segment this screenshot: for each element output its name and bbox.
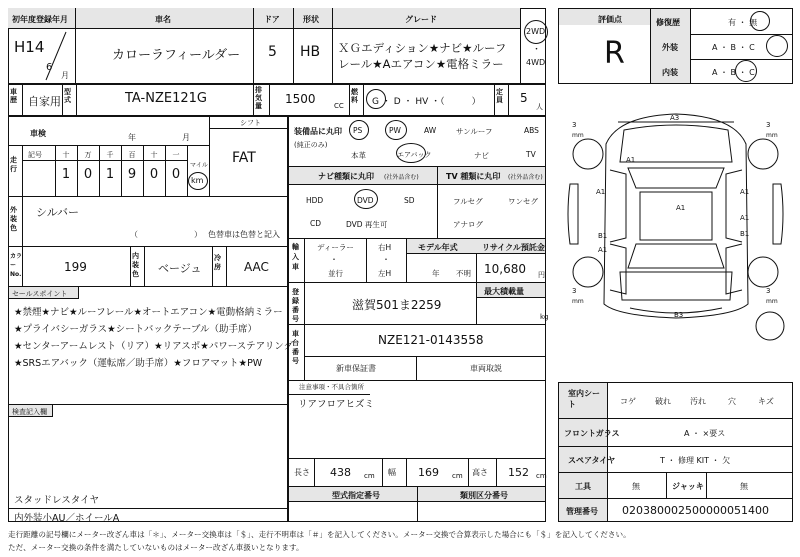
exterior-c-circle xyxy=(766,35,788,57)
unit-ichi: 一 xyxy=(172,151,180,159)
tv-note: (社外品含む) xyxy=(508,174,543,181)
model-label: 型式 xyxy=(64,88,71,104)
footer-line2: ただ、メーター交換の条件を満たしていないものはメーター改ざん車扱いとなります。 xyxy=(8,543,304,552)
usage-label: 車歴 xyxy=(10,88,17,104)
drive-dot: ・ xyxy=(532,45,542,55)
recycle-yen: 円 xyxy=(538,271,545,279)
control-number: 020380002500000051400 xyxy=(622,504,769,517)
cc-unit: CC xyxy=(334,102,344,110)
drive-4wd: 4WD xyxy=(526,58,546,67)
navi-label: ナビ種類に丸印 xyxy=(318,172,374,181)
mark-a1: A1 xyxy=(626,156,636,164)
navi-dvd: DVD xyxy=(357,196,374,205)
interior-label: 内装 xyxy=(662,68,678,77)
ext-color-label: 外装色 xyxy=(10,206,17,232)
width-cm: cm xyxy=(452,472,463,480)
max-load-label: 最大積載量 xyxy=(484,287,524,296)
inspection-label: 車検 xyxy=(30,129,46,138)
capacity-unit: 人 xyxy=(536,103,543,111)
reg-month: 6 xyxy=(46,62,53,73)
repair-label: 修復歴 xyxy=(656,18,680,27)
import-right-h: 右H xyxy=(378,243,392,252)
tire-rr-mm: mm xyxy=(766,298,778,305)
car-damage-diagram xyxy=(558,104,793,380)
tools-label: 工具 xyxy=(575,482,591,491)
import-dot: ・ xyxy=(382,255,390,264)
equipment-label: 装備品に丸印 xyxy=(294,127,342,136)
category-number-label: 類別区分番号 xyxy=(460,491,508,500)
equip-airbag: エアバック xyxy=(397,151,432,159)
tv-fullseg: フルセグ xyxy=(453,197,483,206)
fuel-label: 燃料 xyxy=(351,88,358,104)
door-label: ドア xyxy=(264,15,280,24)
seat-opt: 汚れ xyxy=(690,397,706,406)
mark-a1: A1 xyxy=(740,214,750,222)
equipment-sub: (純正のみ) xyxy=(294,141,328,149)
tire-rr-depth: 3 xyxy=(766,287,771,295)
seat-opt: コゲ xyxy=(620,397,636,406)
equip-ps: PS xyxy=(353,126,363,135)
navi-cd: CD xyxy=(310,219,322,228)
capacity: 5 xyxy=(520,91,528,105)
width-label: 幅 xyxy=(388,468,396,477)
model-year-unknown: 不明 xyxy=(456,269,471,278)
equip-leather: 本革 xyxy=(351,151,366,160)
notes-label: 注意事項・不具合箇所 xyxy=(299,383,364,391)
displacement: 1500 xyxy=(285,92,316,106)
unit-man: 万 xyxy=(84,151,92,159)
seat-opt: 破れ xyxy=(655,397,671,406)
fuel-options: G ・ D ・ HV ・（ ） xyxy=(372,97,481,107)
jack-value: 無 xyxy=(740,482,748,491)
spare-options: T ・ 修理 KIT ・ 欠 xyxy=(660,456,731,465)
reg-year-label: 初年度登録年月 xyxy=(12,15,68,24)
ac-label: 冷房 xyxy=(214,254,221,271)
navi-sd: SD xyxy=(404,196,415,205)
spare-label: スペアタイヤ xyxy=(568,456,616,465)
chassis-number: NZE121-0143558 xyxy=(378,333,484,347)
mileage-label: 走行 xyxy=(10,156,17,173)
interior-color-label: 内装色 xyxy=(132,252,139,278)
length-label: 長さ xyxy=(294,468,310,477)
tools-value: 無 xyxy=(632,482,640,491)
model-year-label: モデル年式 xyxy=(418,243,458,252)
body-shape: HB xyxy=(300,44,321,60)
mark-a1: A1 xyxy=(598,246,608,254)
ext-color: シルバー xyxy=(36,206,79,219)
inspection-month-unit: 月 xyxy=(182,133,190,142)
vehicle-manual: 車両取説 xyxy=(470,364,502,373)
mark-b1: B1 xyxy=(598,232,608,240)
sales-points-label: セールスポイント xyxy=(12,290,68,298)
unit-hyaku: 百 xyxy=(128,151,136,159)
interior-b-circle xyxy=(735,60,757,82)
repair-options: 有 ・ 無 xyxy=(728,18,758,27)
width-value: 169 xyxy=(418,466,439,479)
equip-aw: AW xyxy=(424,126,437,135)
damage-ring xyxy=(756,312,784,340)
sales-point-line: ★SRSエアバック（運転席／助手席）★フロアマット★PW xyxy=(14,358,263,369)
tire-front-left xyxy=(573,139,603,169)
inspector-line2: 内外装小AU／ホイールA xyxy=(14,513,120,524)
mileage-digit: 9 xyxy=(127,167,137,182)
tire-rear-left xyxy=(573,257,603,287)
ext-color-note: 色替車は色替と記入 xyxy=(208,230,280,239)
car-name: カローラフィールダー xyxy=(112,48,241,63)
navi-note: (社外品含む) xyxy=(384,174,419,181)
repair-none-circle xyxy=(750,11,770,31)
navi-hdd: HDD xyxy=(306,196,324,205)
unit-sen: 千 xyxy=(106,151,114,159)
equip-abs: ABS xyxy=(524,126,539,135)
notes-value: リアフロアヒズミ xyxy=(298,399,375,410)
tire-rl-depth: 3 xyxy=(572,287,577,295)
tire-fl-depth: 3 xyxy=(572,121,577,129)
height-value: 152 xyxy=(508,466,529,479)
model-year-unit: 年 xyxy=(432,269,440,278)
mile-unit: マイル xyxy=(190,162,208,169)
import-parallel: 並行 xyxy=(328,269,343,278)
shift-label: シフト xyxy=(240,119,261,127)
grade-line2: レール★Aエアコン★電格ミラー xyxy=(338,57,504,71)
reg-month-unit: 月 xyxy=(61,71,69,80)
unit-juu: 十 xyxy=(150,151,158,159)
registration-number: 滋賀501ま2259 xyxy=(352,298,442,312)
max-load-kg: kg xyxy=(540,313,549,321)
model: TA-NZE121G xyxy=(125,91,207,106)
control-label: 管理番号 xyxy=(566,507,598,516)
ext-color-paren: （ ） xyxy=(130,230,202,239)
header-divider xyxy=(8,28,520,29)
tv-analog: アナログ xyxy=(453,220,483,229)
reg-year: H14 xyxy=(14,38,45,56)
import-dot: ・ xyxy=(330,255,338,264)
mark-a3: A3 xyxy=(670,114,680,122)
new-car-warranty: 新車保証書 xyxy=(336,364,376,373)
sales-point-line: ★禁煙★ナビ★ルーフレール★オートエアコン★電動格納ミラー xyxy=(14,307,283,318)
grade-line1: ＸＧエディション★ナビ★ルーフ xyxy=(338,41,507,55)
inspector-line1: スタッドレスタイヤ xyxy=(14,495,100,506)
tire-front-right xyxy=(748,139,778,169)
mileage-digit: 1 xyxy=(61,167,71,182)
equip-sunroof: サンルーフ xyxy=(456,127,493,136)
car-name-label: 車名 xyxy=(155,15,171,24)
chassis-label: 車台番号 xyxy=(292,330,299,365)
mileage-digit: 0 xyxy=(83,167,93,182)
mark-b1: B1 xyxy=(740,230,750,238)
equip-navi: ナビ xyxy=(474,151,489,160)
exterior-label: 外装 xyxy=(662,43,678,52)
capacity-label: 定員 xyxy=(496,88,503,104)
length-value: 438 xyxy=(330,466,351,479)
inspection-year-unit: 年 xyxy=(128,133,136,142)
shift-value: FAT xyxy=(232,150,256,166)
door-count: 5 xyxy=(268,44,277,60)
import-left-h: 左H xyxy=(378,269,392,278)
import-label: 輸入車 xyxy=(292,243,299,271)
tire-fl-mm: mm xyxy=(572,132,584,139)
type-designation-label: 型式指定番号 xyxy=(332,491,380,500)
import-dealer: ディーラー xyxy=(317,243,354,252)
inspector-label: 検査記入欄 xyxy=(12,408,47,416)
unit-ten-man: 十 xyxy=(62,151,70,159)
seat-label: 室内シート xyxy=(568,389,600,409)
tv-oneseg: ワンセグ xyxy=(508,197,538,206)
jack-label: ジャッキ xyxy=(672,482,704,491)
usage: 自家用 xyxy=(28,95,61,108)
height-label: 高さ xyxy=(472,468,488,477)
footer-line1: 走行距離の記号欄にメーター改ざん車は「＊」、メーター交換車は「＄」、走行不明車は「＃」を記入してください。メーター交換で合算表示した場合にも「＄」を記入してください。 xyxy=(8,530,631,539)
equip-pw: PW xyxy=(389,126,401,135)
evaluation-label: 評価点 xyxy=(598,15,622,24)
recycle-value: 10,680 xyxy=(484,262,526,276)
color-no-label: カラーNo. xyxy=(10,253,23,278)
sales-point-line: ★センターアームレスト（リア）★リアスポ★パワーステアリング xyxy=(14,341,294,352)
height-cm: cm xyxy=(536,472,547,480)
mark-a1: A1 xyxy=(596,188,606,196)
tire-fr-mm: mm xyxy=(766,132,778,139)
windshield-options: A ・ ×要ス xyxy=(684,429,726,438)
exterior-options: A ・ B ・ C xyxy=(712,43,755,52)
mileage-mark-label: 記号 xyxy=(28,151,42,159)
mark-b3: B3 xyxy=(674,311,684,319)
tire-rear-right xyxy=(748,257,778,287)
windshield-label: フロントガラス xyxy=(564,429,620,438)
seat-opt: キズ xyxy=(758,397,774,406)
seat-opt: 穴 xyxy=(728,397,736,406)
navi-dvd-play: DVD 再生可 xyxy=(346,220,388,229)
drive-2wd: 2WD xyxy=(526,27,546,36)
mileage-digit: 0 xyxy=(171,167,181,182)
interior-options: A ・ B ・ C xyxy=(712,68,755,77)
km-unit: km xyxy=(191,176,204,185)
evaluation-score: R xyxy=(604,36,625,71)
ac-value: AAC xyxy=(244,260,269,274)
tire-rl-mm: mm xyxy=(572,298,584,305)
displacement-label: 排気量 xyxy=(255,86,262,110)
grade-label: グレード xyxy=(405,15,437,24)
color-no: 199 xyxy=(64,260,87,274)
mark-a1: A1 xyxy=(676,204,686,212)
mark-a1: A1 xyxy=(740,188,750,196)
registration-label: 登録番号 xyxy=(292,288,299,323)
length-cm: cm xyxy=(364,472,375,480)
sales-point-line: ★プライバシーガラス★シートバックテーブル（助手席） xyxy=(14,324,258,335)
recycle-label: リサイクル預託金 xyxy=(482,243,545,252)
tire-fr-depth: 3 xyxy=(766,121,771,129)
mileage-digit: 1 xyxy=(105,167,115,182)
mileage-digit: 0 xyxy=(149,167,159,182)
equip-tv: TV xyxy=(526,150,536,159)
shape-label: 形状 xyxy=(303,15,319,24)
tv-label: TV 種類に丸印 xyxy=(446,172,501,181)
interior-color: ベージュ xyxy=(158,262,202,275)
